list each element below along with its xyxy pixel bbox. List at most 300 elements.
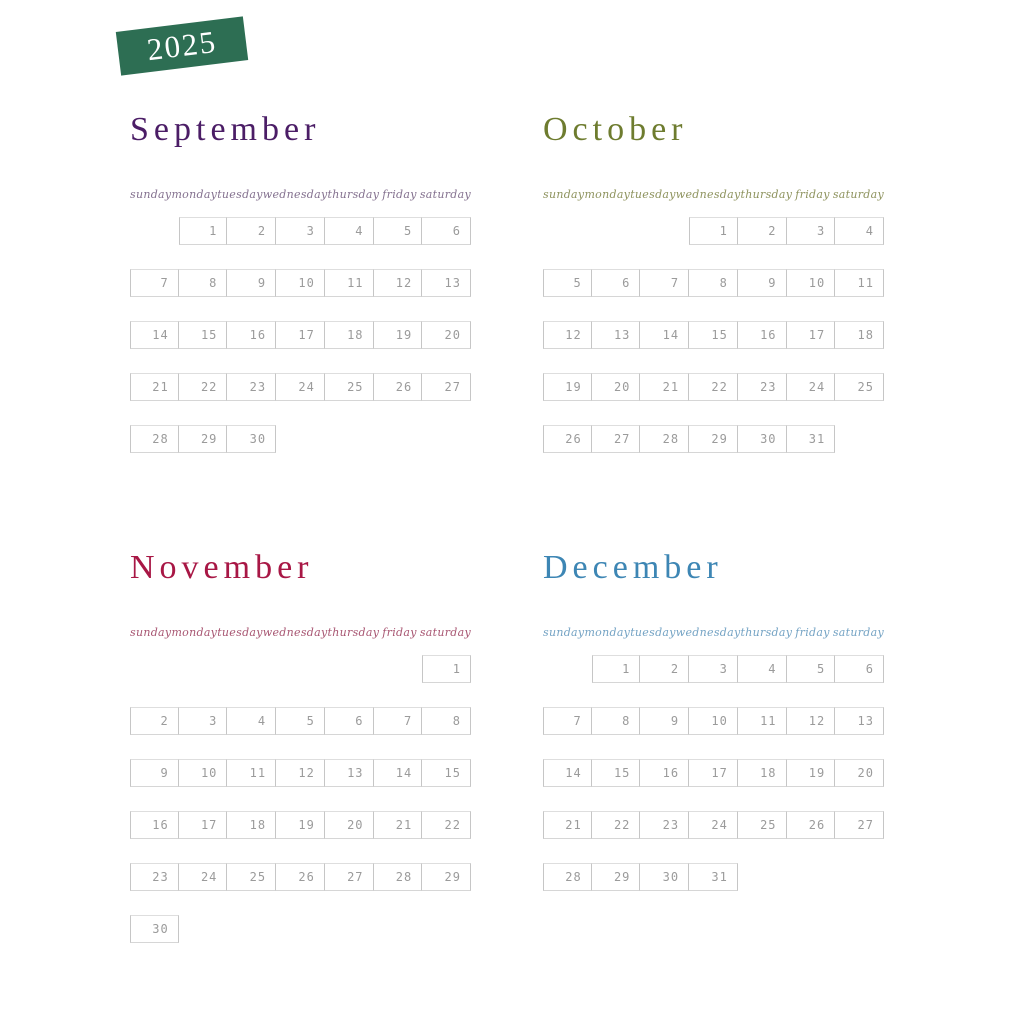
empty-day-cell bbox=[179, 655, 228, 683]
week-row bbox=[130, 425, 471, 453]
day-number: 5 bbox=[403, 224, 413, 238]
day-cell bbox=[374, 373, 423, 401]
day-cell bbox=[543, 321, 592, 349]
day-number: 27 bbox=[613, 432, 631, 446]
day-number: 18 bbox=[760, 766, 777, 780]
month-december bbox=[543, 548, 884, 968]
day-cell bbox=[738, 425, 787, 453]
day-cell bbox=[835, 707, 884, 735]
week-row bbox=[130, 269, 471, 297]
empty-day-cell bbox=[325, 425, 374, 453]
day-number: 30 bbox=[662, 870, 680, 884]
day-cell bbox=[422, 759, 471, 787]
week-row bbox=[130, 759, 471, 787]
day-number: 14 bbox=[395, 766, 413, 780]
empty-day-cell bbox=[422, 425, 471, 453]
week-row bbox=[543, 217, 884, 245]
day-number: 6 bbox=[622, 276, 631, 290]
day-number: 26 bbox=[808, 818, 826, 832]
week-row bbox=[130, 707, 471, 735]
day-number: 7 bbox=[670, 276, 680, 290]
day-cell bbox=[738, 373, 787, 401]
day-cell bbox=[227, 217, 276, 245]
day-number: 20 bbox=[347, 818, 364, 832]
weekday-label-wednesday: wednesday bbox=[262, 188, 328, 201]
day-number: 4 bbox=[257, 714, 267, 728]
weekday-label-tuesday: tuesday bbox=[630, 188, 676, 201]
day-cell bbox=[689, 321, 738, 349]
day-cell bbox=[374, 321, 423, 349]
day-cell bbox=[179, 863, 228, 891]
year-badge bbox=[116, 16, 248, 75]
month-title: November bbox=[130, 549, 314, 586]
day-cell bbox=[374, 269, 423, 297]
day-number: 29 bbox=[711, 432, 728, 446]
day-number: 1 bbox=[452, 662, 461, 676]
day-cell bbox=[325, 321, 374, 349]
weekday-label-wednesday: wednesday bbox=[262, 626, 328, 639]
day-number: 3 bbox=[719, 662, 728, 676]
day-number: 9 bbox=[160, 766, 169, 780]
day-cell bbox=[227, 811, 276, 839]
empty-day-cell bbox=[787, 863, 836, 891]
day-cell bbox=[835, 655, 884, 683]
month-title: September bbox=[130, 111, 321, 148]
week-row bbox=[130, 217, 471, 245]
day-number: 26 bbox=[395, 380, 413, 394]
day-cell bbox=[325, 759, 374, 787]
day-cell bbox=[592, 373, 641, 401]
day-number: 18 bbox=[857, 328, 874, 342]
weekday-label-sunday: sunday bbox=[130, 188, 172, 201]
day-cell bbox=[130, 425, 179, 453]
day-cell bbox=[787, 707, 836, 735]
day-cell bbox=[374, 863, 423, 891]
weekday-label-sunday: sunday bbox=[130, 626, 172, 639]
week-row bbox=[543, 425, 884, 453]
empty-day-cell bbox=[325, 915, 374, 943]
day-number: 28 bbox=[395, 870, 413, 884]
empty-day-cell bbox=[227, 915, 276, 943]
day-cell bbox=[130, 811, 179, 839]
day-cell bbox=[689, 373, 738, 401]
day-cell bbox=[422, 217, 471, 245]
weekday-label-friday: friday bbox=[382, 188, 417, 201]
day-cell bbox=[130, 321, 179, 349]
empty-day-cell bbox=[835, 863, 884, 891]
day-number: 1 bbox=[209, 224, 218, 238]
empty-day-cell bbox=[835, 425, 884, 453]
empty-day-cell bbox=[130, 655, 179, 683]
day-cell bbox=[738, 759, 787, 787]
day-number: 9 bbox=[257, 276, 267, 290]
day-cell bbox=[325, 863, 374, 891]
day-cell bbox=[787, 269, 836, 297]
day-number: 24 bbox=[298, 380, 315, 394]
day-number: 7 bbox=[160, 276, 169, 290]
empty-day-cell bbox=[227, 655, 276, 683]
day-number: 14 bbox=[662, 328, 680, 342]
day-cell bbox=[374, 811, 423, 839]
day-cell bbox=[592, 269, 641, 297]
day-number: 17 bbox=[298, 328, 315, 342]
weekday-label-monday: monday bbox=[584, 626, 631, 639]
day-number: 27 bbox=[444, 380, 461, 394]
month-october bbox=[543, 110, 884, 530]
day-number: 19 bbox=[298, 818, 315, 832]
day-number: 17 bbox=[200, 818, 218, 832]
day-number: 13 bbox=[347, 766, 364, 780]
day-number: 14 bbox=[565, 766, 582, 780]
day-cell bbox=[640, 759, 689, 787]
week-row bbox=[130, 655, 471, 683]
day-number: 23 bbox=[662, 818, 680, 832]
day-number: 18 bbox=[347, 328, 364, 342]
day-cell bbox=[179, 373, 228, 401]
day-cell bbox=[640, 811, 689, 839]
day-number: 26 bbox=[565, 432, 582, 446]
week-row bbox=[543, 321, 884, 349]
day-number: 25 bbox=[347, 380, 364, 394]
day-cell bbox=[422, 811, 471, 839]
weekday-label-wednesday: wednesday bbox=[675, 188, 741, 201]
day-number: 28 bbox=[565, 870, 582, 884]
weekday-header-row bbox=[130, 188, 471, 201]
weekday-label-thursday: thursday bbox=[327, 188, 380, 201]
day-number: 5 bbox=[573, 276, 582, 290]
month-title: October bbox=[543, 111, 688, 148]
week-row bbox=[130, 811, 471, 839]
weekday-label-friday: friday bbox=[382, 626, 417, 639]
month-grid bbox=[130, 217, 471, 453]
day-cell bbox=[325, 811, 374, 839]
day-cell bbox=[738, 269, 787, 297]
day-cell bbox=[325, 373, 374, 401]
day-number: 24 bbox=[808, 380, 826, 394]
day-cell bbox=[738, 811, 787, 839]
day-cell bbox=[276, 269, 325, 297]
day-cell bbox=[689, 425, 738, 453]
weekday-header-row bbox=[543, 188, 884, 201]
day-cell bbox=[640, 269, 689, 297]
day-cell bbox=[227, 759, 276, 787]
day-cell bbox=[179, 425, 228, 453]
week-row bbox=[130, 321, 471, 349]
week-row bbox=[543, 863, 884, 891]
day-cell bbox=[276, 759, 325, 787]
day-number: 11 bbox=[857, 276, 874, 290]
day-cell bbox=[640, 373, 689, 401]
weekday-label-sunday: sunday bbox=[543, 188, 585, 201]
day-number: 30 bbox=[249, 432, 267, 446]
day-number: 8 bbox=[452, 714, 461, 728]
day-cell bbox=[422, 373, 471, 401]
empty-day-cell bbox=[640, 217, 689, 245]
day-cell bbox=[276, 373, 325, 401]
day-cell bbox=[422, 863, 471, 891]
empty-day-cell bbox=[276, 915, 325, 943]
month-november bbox=[130, 548, 471, 968]
day-cell bbox=[787, 321, 836, 349]
day-cell bbox=[689, 863, 738, 891]
day-number: 28 bbox=[662, 432, 680, 446]
month-grid bbox=[543, 655, 884, 891]
day-cell bbox=[179, 217, 228, 245]
day-cell bbox=[374, 707, 423, 735]
day-number: 22 bbox=[200, 380, 218, 394]
day-cell bbox=[689, 269, 738, 297]
day-number: 23 bbox=[760, 380, 777, 394]
day-cell bbox=[179, 811, 228, 839]
day-number: 20 bbox=[613, 380, 631, 394]
weekday-label-monday: monday bbox=[171, 626, 218, 639]
day-number: 6 bbox=[452, 224, 461, 238]
day-cell bbox=[227, 269, 276, 297]
day-cell bbox=[130, 373, 179, 401]
day-cell bbox=[835, 373, 884, 401]
day-number: 27 bbox=[857, 818, 874, 832]
day-cell bbox=[835, 811, 884, 839]
day-cell bbox=[787, 759, 836, 787]
day-cell bbox=[130, 915, 179, 943]
day-number: 7 bbox=[403, 714, 413, 728]
day-number: 10 bbox=[298, 276, 315, 290]
day-number: 12 bbox=[298, 766, 315, 780]
week-row bbox=[543, 373, 884, 401]
day-cell bbox=[276, 811, 325, 839]
day-cell bbox=[835, 759, 884, 787]
day-cell bbox=[592, 863, 641, 891]
day-number: 23 bbox=[152, 870, 169, 884]
day-number: 16 bbox=[662, 766, 680, 780]
day-cell bbox=[787, 217, 836, 245]
day-cell bbox=[227, 863, 276, 891]
day-number: 15 bbox=[200, 328, 218, 342]
day-number: 16 bbox=[249, 328, 267, 342]
day-cell bbox=[640, 425, 689, 453]
day-cell bbox=[179, 269, 228, 297]
day-number: 25 bbox=[857, 380, 874, 394]
weekday-label-thursday: thursday bbox=[740, 626, 793, 639]
day-cell bbox=[738, 707, 787, 735]
week-row bbox=[130, 863, 471, 891]
empty-day-cell bbox=[130, 217, 179, 245]
day-number: 26 bbox=[298, 870, 315, 884]
month-grid bbox=[130, 655, 471, 943]
day-cell bbox=[592, 811, 641, 839]
month-september bbox=[130, 110, 471, 530]
day-cell bbox=[130, 759, 179, 787]
day-number: 18 bbox=[249, 818, 267, 832]
day-cell bbox=[689, 759, 738, 787]
day-number: 15 bbox=[613, 766, 631, 780]
year-badge-label: 2025 bbox=[145, 23, 219, 68]
day-cell bbox=[787, 655, 836, 683]
day-cell bbox=[640, 707, 689, 735]
day-number: 9 bbox=[670, 714, 680, 728]
weekday-label-saturday: saturday bbox=[832, 626, 884, 639]
day-cell bbox=[787, 811, 836, 839]
day-number: 12 bbox=[565, 328, 582, 342]
weekday-label-saturday: saturday bbox=[419, 188, 471, 201]
day-cell bbox=[592, 425, 641, 453]
day-number: 6 bbox=[865, 662, 874, 676]
day-number: 16 bbox=[760, 328, 777, 342]
day-cell bbox=[422, 655, 471, 683]
week-row bbox=[543, 707, 884, 735]
empty-day-cell bbox=[374, 655, 423, 683]
day-number: 21 bbox=[662, 380, 680, 394]
day-cell bbox=[689, 707, 738, 735]
day-cell bbox=[835, 217, 884, 245]
day-number: 11 bbox=[760, 714, 777, 728]
month-title: December bbox=[543, 549, 723, 586]
day-cell bbox=[276, 217, 325, 245]
weekday-header-row bbox=[130, 626, 471, 639]
empty-day-cell bbox=[592, 217, 641, 245]
week-row bbox=[130, 373, 471, 401]
day-number: 17 bbox=[711, 766, 728, 780]
day-cell bbox=[640, 655, 689, 683]
day-cell bbox=[130, 269, 179, 297]
day-cell bbox=[592, 759, 641, 787]
day-number: 12 bbox=[808, 714, 826, 728]
weekday-label-thursday: thursday bbox=[740, 188, 793, 201]
weekday-header-row bbox=[543, 626, 884, 639]
day-number: 10 bbox=[200, 766, 218, 780]
day-cell bbox=[738, 321, 787, 349]
week-row bbox=[543, 655, 884, 683]
day-number: 10 bbox=[711, 714, 728, 728]
day-cell bbox=[543, 863, 592, 891]
day-cell bbox=[592, 321, 641, 349]
day-number: 31 bbox=[711, 870, 728, 884]
day-cell bbox=[592, 707, 641, 735]
weekday-label-saturday: saturday bbox=[832, 188, 884, 201]
day-number: 15 bbox=[444, 766, 461, 780]
day-number: 22 bbox=[613, 818, 631, 832]
day-number: 19 bbox=[395, 328, 413, 342]
weekday-label-friday: friday bbox=[795, 626, 830, 639]
empty-day-cell bbox=[374, 915, 423, 943]
empty-day-cell bbox=[276, 425, 325, 453]
day-number: 13 bbox=[857, 714, 874, 728]
day-number: 21 bbox=[565, 818, 582, 832]
weekday-label-tuesday: tuesday bbox=[630, 626, 676, 639]
day-cell bbox=[130, 863, 179, 891]
day-number: 11 bbox=[347, 276, 364, 290]
day-number: 7 bbox=[573, 714, 582, 728]
day-cell bbox=[543, 811, 592, 839]
empty-day-cell bbox=[543, 217, 592, 245]
day-cell bbox=[227, 425, 276, 453]
weekday-label-friday: friday bbox=[795, 188, 830, 201]
day-cell bbox=[276, 321, 325, 349]
day-cell bbox=[640, 863, 689, 891]
day-cell bbox=[422, 321, 471, 349]
day-number: 20 bbox=[444, 328, 461, 342]
day-number: 27 bbox=[347, 870, 364, 884]
day-cell bbox=[787, 373, 836, 401]
day-cell bbox=[543, 759, 592, 787]
weekday-label-tuesday: tuesday bbox=[217, 188, 263, 201]
weekday-label-monday: monday bbox=[584, 188, 631, 201]
day-cell bbox=[422, 707, 471, 735]
week-row bbox=[543, 759, 884, 787]
weekday-label-saturday: saturday bbox=[419, 626, 471, 639]
empty-day-cell bbox=[738, 863, 787, 891]
day-number: 2 bbox=[670, 662, 680, 676]
day-cell bbox=[227, 321, 276, 349]
day-number: 1 bbox=[719, 224, 728, 238]
empty-day-cell bbox=[276, 655, 325, 683]
day-number: 8 bbox=[209, 276, 218, 290]
day-number: 2 bbox=[257, 224, 267, 238]
day-number: 5 bbox=[306, 714, 315, 728]
day-number: 28 bbox=[152, 432, 169, 446]
weekday-label-tuesday: tuesday bbox=[217, 626, 263, 639]
day-number: 22 bbox=[711, 380, 728, 394]
day-cell bbox=[543, 707, 592, 735]
day-number: 22 bbox=[444, 818, 461, 832]
empty-day-cell bbox=[325, 655, 374, 683]
day-cell bbox=[689, 217, 738, 245]
day-cell bbox=[179, 321, 228, 349]
day-number: 21 bbox=[395, 818, 413, 832]
day-number: 30 bbox=[760, 432, 777, 446]
weekday-label-sunday: sunday bbox=[543, 626, 585, 639]
day-number: 25 bbox=[249, 870, 267, 884]
day-cell bbox=[738, 655, 787, 683]
day-cell bbox=[738, 217, 787, 245]
day-number: 15 bbox=[711, 328, 728, 342]
day-number: 11 bbox=[249, 766, 267, 780]
day-cell bbox=[276, 863, 325, 891]
day-number: 19 bbox=[565, 380, 582, 394]
day-number: 3 bbox=[816, 224, 826, 238]
week-row bbox=[130, 915, 471, 943]
day-number: 23 bbox=[249, 380, 267, 394]
day-number: 3 bbox=[209, 714, 218, 728]
day-cell bbox=[325, 707, 374, 735]
day-number: 24 bbox=[711, 818, 728, 832]
day-cell bbox=[179, 707, 228, 735]
day-cell bbox=[592, 655, 641, 683]
day-number: 3 bbox=[306, 224, 315, 238]
day-number: 4 bbox=[355, 224, 364, 238]
day-cell bbox=[227, 707, 276, 735]
day-cell bbox=[130, 707, 179, 735]
day-cell bbox=[374, 759, 423, 787]
day-number: 13 bbox=[613, 328, 631, 342]
day-number: 19 bbox=[808, 766, 826, 780]
day-cell bbox=[179, 759, 228, 787]
week-row bbox=[543, 811, 884, 839]
day-cell bbox=[422, 269, 471, 297]
day-number: 8 bbox=[622, 714, 631, 728]
weekday-label-wednesday: wednesday bbox=[675, 626, 741, 639]
day-cell bbox=[276, 707, 325, 735]
day-number: 2 bbox=[768, 224, 777, 238]
day-number: 9 bbox=[768, 276, 777, 290]
day-number: 5 bbox=[816, 662, 826, 676]
empty-day-cell bbox=[179, 915, 228, 943]
weekday-label-thursday: thursday bbox=[327, 626, 380, 639]
empty-day-cell bbox=[543, 655, 592, 683]
day-number: 29 bbox=[444, 870, 461, 884]
day-number: 29 bbox=[200, 432, 218, 446]
day-cell bbox=[543, 425, 592, 453]
